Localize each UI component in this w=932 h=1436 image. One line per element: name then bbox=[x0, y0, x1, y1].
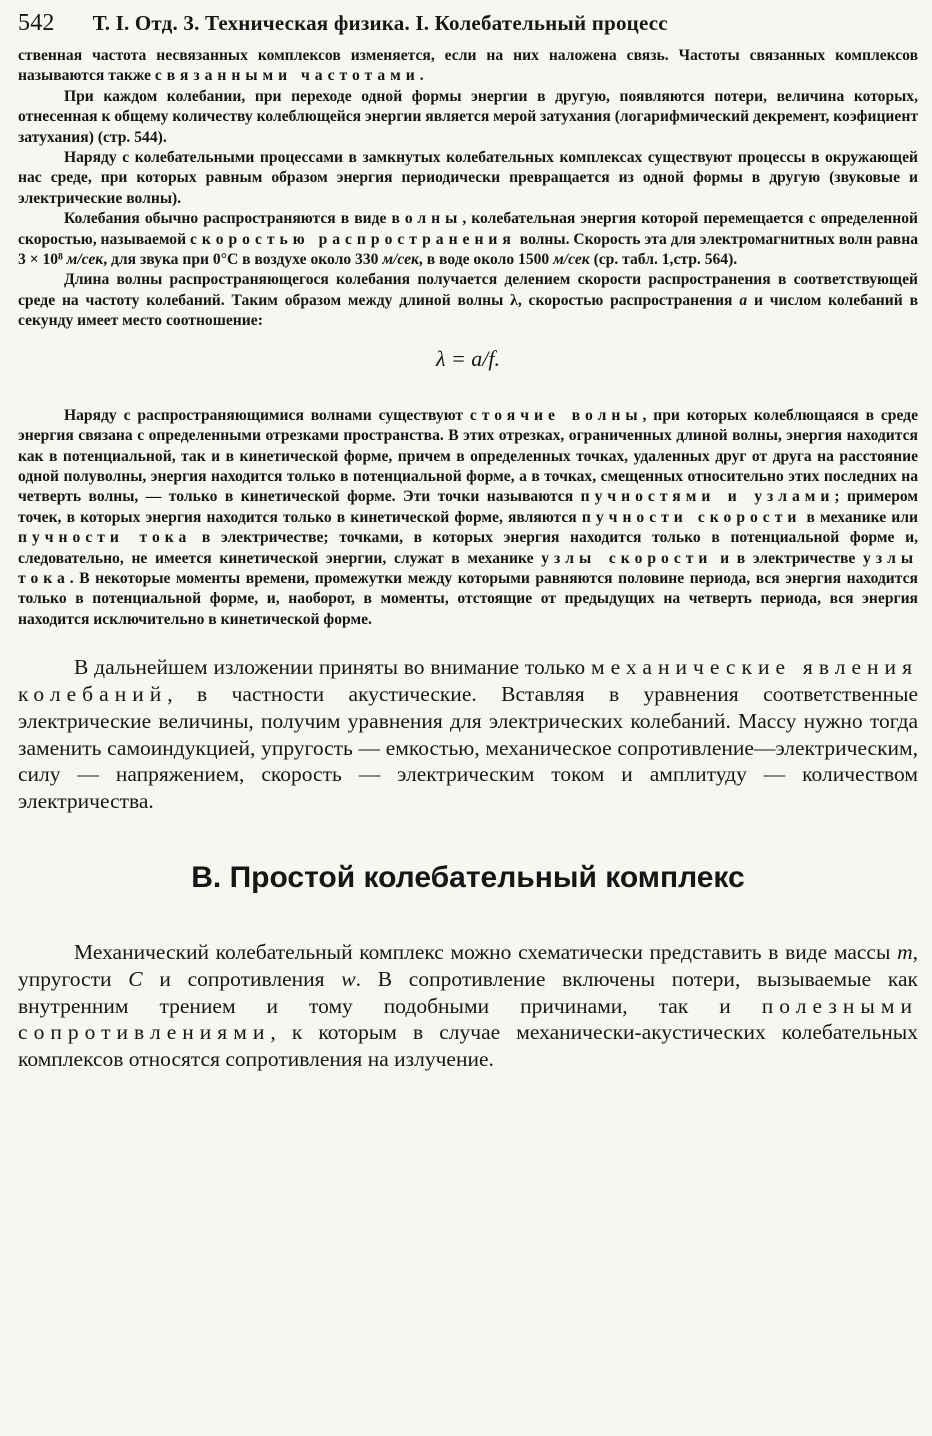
paragraph-3: Наряду с колебательными процессами в замкнутых колебательных комплексах существуют процессы в окружающей нас среде, при которых равным образом энергия периодически превращается из одной формы в другую (звуковые и электрические волны). bbox=[18, 149, 918, 207]
text-run: , упругости bbox=[18, 939, 918, 991]
spaced-term: механические явления колебаний bbox=[18, 655, 918, 706]
variable: a bbox=[739, 291, 748, 309]
text-run: . В некоторые моменты времени, промежутки между которыми равняются половине периода, вся энергия находится только в потенциальной форме, и, наоборот, в моменты, отстоящие от предыдущих на четверть периода, вся энергия находится исключительно в кинетической форме. bbox=[18, 569, 918, 628]
text-run: ; примером точек, в которых энергия находится только в кинетической форме, являются bbox=[18, 488, 918, 526]
text-run: Колебания обычно распространяются в виде bbox=[64, 210, 392, 228]
spaced-term: связанными частотами bbox=[154, 67, 420, 85]
paragraph-6 bbox=[18, 406, 918, 630]
section-title: B. Простой колебательный комплекс bbox=[191, 860, 745, 894]
unit: м/сек bbox=[66, 251, 104, 269]
unit: м/сек bbox=[553, 251, 590, 269]
text-run: В дальнейшем изложении приняты во внимание только bbox=[74, 655, 591, 680]
spaced-term: узлы тока bbox=[18, 549, 918, 587]
spaced-term: полезными сопротивлениями bbox=[18, 993, 918, 1045]
text-run: . В сопротивление включены потери, вызываемые как внутренним трением и тому подобными причинами, так и bbox=[18, 966, 918, 1018]
running-title: Т. I. Отд. 3. Техническая физика. I. Колебательный процесс bbox=[92, 11, 668, 35]
paragraph-2: При каждом колебании, при переходе одной формы энергии в другую, появляются потери, величина которых, отнесенная к общему количеству колеблющейся энергии является мерой затухания (логарифмический декремент, коэфициент затухания) (стр. 544). bbox=[18, 87, 918, 146]
spaced-term: стоячие волны bbox=[469, 406, 643, 424]
spaced-term: узлы скорости bbox=[541, 549, 713, 567]
paragraph-8 bbox=[18, 939, 918, 1073]
text-run: Длина волны распространяющегося колебания получается делением скорости распространения в соответствующей среде на частоту колебаний. Таким образом между длиной волны λ, скоростью распространения bbox=[18, 271, 918, 309]
variable: w bbox=[341, 966, 356, 991]
text-run: , при которых колеблющаяся в среде энергия связана с определенными отрезками пространства. В этих отрезках, ограниченных длиной волны, энергия находится как в потенциальной, так и в кинетической форме, причем в определенных точках, удаленных друг от друга на расстояние одной полуволны, энергия находится только в потенциальной форме, а в точках, смещенных относительно этих последних на четверть волны, — только в кинетической форме. Эти точки называются bbox=[18, 406, 918, 506]
text-run: , в частности акустические. Вставляя в уравнения соответственные электрические величины, получим уравнения для электрических колебаний. Массу нужно тогда заменить самоиндукцией, упругость — емкостью, механическое сопротивление—электрическим, силу — напряжением, скорость — электрическим током и амплитуду — количеством электричества. bbox=[18, 681, 918, 814]
text-run: волны. Скорость эта для электромагнитных волн равна 3 × 10⁸ bbox=[18, 230, 918, 269]
large-print-block bbox=[18, 654, 918, 1073]
text-run: (ср. табл. 1,стр. 564). bbox=[589, 251, 738, 269]
text-run: , в воде около 1500 bbox=[418, 251, 554, 269]
paragraph-7 bbox=[18, 654, 918, 815]
text-run: . bbox=[419, 67, 424, 85]
unit: м/сек bbox=[382, 251, 419, 269]
text-run: и числом колебаний в секунду имеет место соотношение: bbox=[18, 291, 918, 330]
paragraph-5 bbox=[18, 270, 918, 331]
wavelength-formula: λ = a/f. bbox=[435, 345, 501, 371]
text-run: и в электричестве bbox=[712, 549, 864, 567]
text-run: Механический колебательный комплекс можно схематически представить в виде массы bbox=[74, 939, 898, 964]
text-run: Наряду с распространяющимися волнами существуют bbox=[64, 406, 470, 424]
text-run: , колебательная энергия которой перемещается с определенной скоростью, называемой bbox=[18, 210, 918, 248]
spaced-term: пучностями и узлами bbox=[580, 488, 835, 506]
text-run: , к которым в случае механически-акустических колебательных комплексов относятся сопротивления на излучение. bbox=[18, 1020, 918, 1072]
text-run: в электричестве; точками, в которых энергия находится только в потенциальной форме и, следовательно, не имеется кинетической энергии, служат в механике bbox=[18, 529, 918, 567]
page-header bbox=[18, 10, 918, 46]
variable: C bbox=[128, 966, 143, 991]
small-print-block bbox=[18, 46, 918, 630]
document-page bbox=[18, 10, 918, 1073]
variable: m bbox=[897, 939, 913, 964]
text-run: ственная частота несвязанных комплексов изменяется, если на них наложена связь. Частоты связанных комплексов называются также bbox=[18, 47, 918, 85]
spaced-term: волны bbox=[391, 210, 463, 228]
spaced-term: пучности тока bbox=[18, 529, 192, 547]
text-run: , для звука при 0°C в воздухе около 330 bbox=[103, 251, 383, 269]
paragraph-1 bbox=[18, 46, 918, 87]
spaced-term: пучности скорости bbox=[581, 508, 802, 526]
spaced-term: скоростью распространения bbox=[190, 230, 516, 248]
page-number: 542 bbox=[18, 10, 55, 36]
text-run: и сопротивления bbox=[142, 966, 342, 991]
paragraph-4 bbox=[18, 209, 918, 270]
text-run: в механике или bbox=[801, 508, 919, 526]
